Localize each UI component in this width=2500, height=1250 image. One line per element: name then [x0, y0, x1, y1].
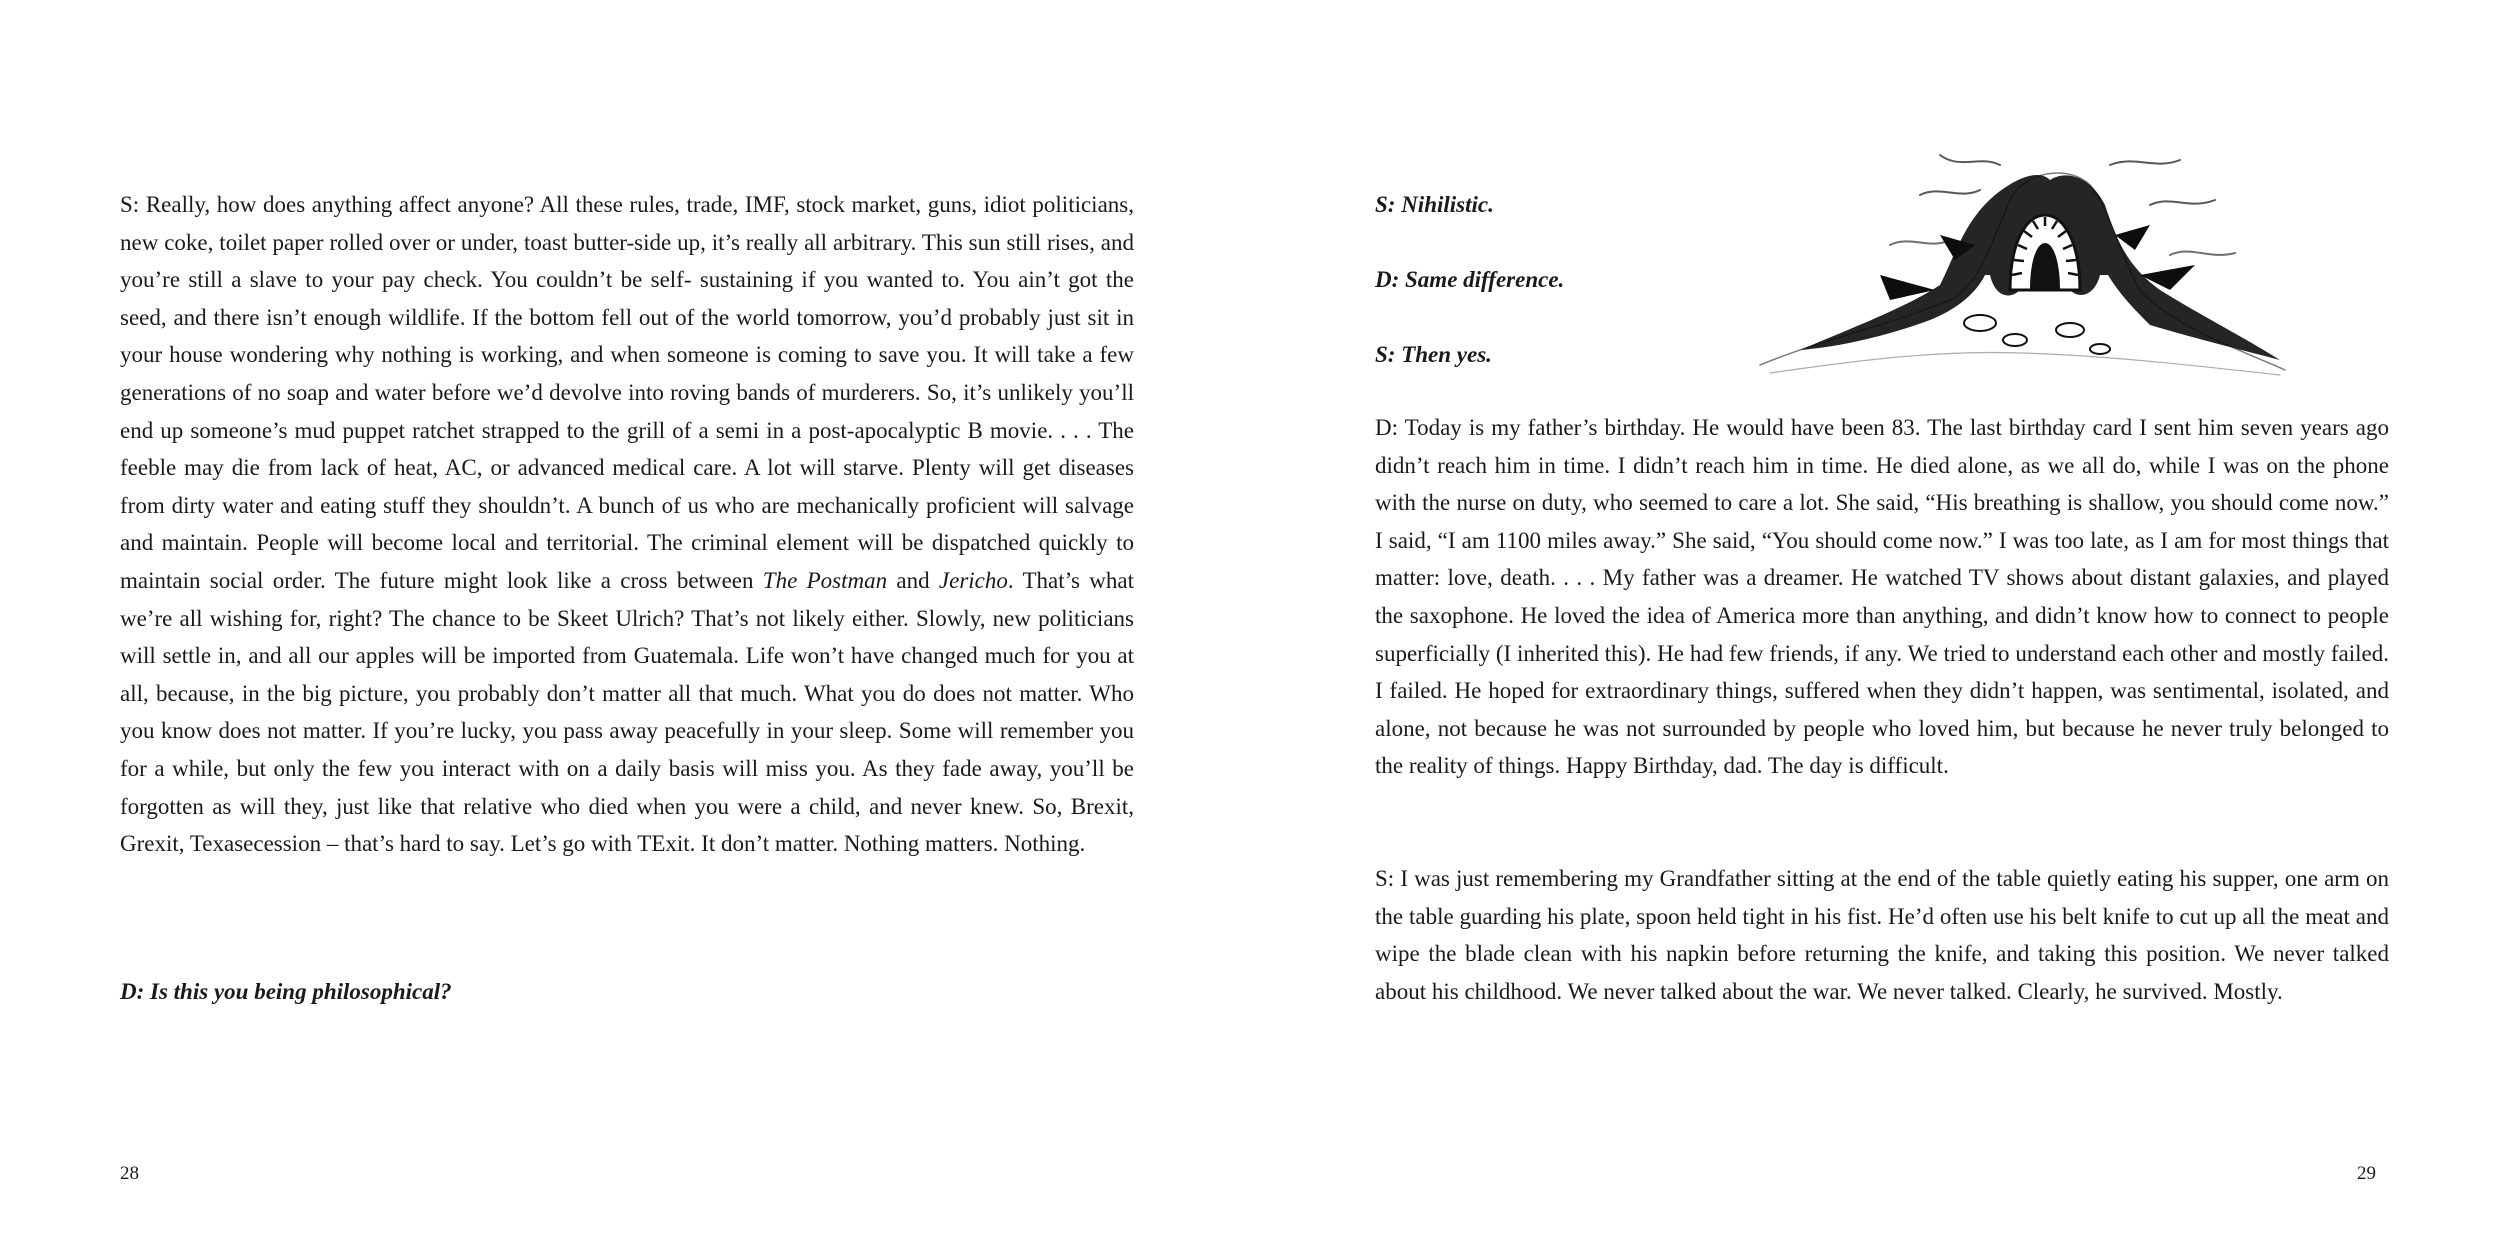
left-paragraph-part1: S: Really, how does anything affect anyone? All these rules, trade, IMF, stock market, guns, idiot politicians, new coke, toilet paper rolled over or under, toast butter-side up, it’s really all arbitrary. This sun still rises, and you’re still a slave to your pay check. You couldn’t be self- sustaining if you wanted to. You ain’t got the seed, and there isn’t enough wildlife. If the bottom fell out of the world tomorrow, you’d probably just sit in your house wondering why nothing is working, and when someone is coming to save you. It will take a few generations of no soap and water before we’d devolve into roving bands of murderers. So, it’s unlikely you’ll end up someone’s mud puppet ratchet strapped to the grill of a semi in a post-apocalyptic B movie. . . . The feeble may die from lack of heat, AC, or advanced medical care. A lot will starve. Plenty will get diseases from dirty water and eating stuff they shouldn’t. A bunch of us who are mechanically proficient will salvage and maintain. People will become local and territorial. The criminal element will be dispatched quickly to maintain social order. The future might look like a cross between — [120, 192, 1134, 593]
left-paragraph-part2: . That’s what we’re all wishing for, right? The chance to be Skeet Ulrich? That’s not likely either. Slowly, new politicians will settle in, and all our apples will be imported from Guatemala. Life won’t have changed much for you at all, because, in the big picture, you probably don’t matter all that much. What you do does not matter. Who you know does not matter. If you’re lucky, you pass away peacefully in your sleep. Some will remember you for a while, but only the few you interact with on a daily basis will miss you. As they fade away, you’ll be forgotten as will they, just like that relative who died when you were a child, and never knew. So, Brexit, Grexit, Texasecession – that’s hard to say. Let’s go with TExit. It don’t matter. Nothing matters. Nothing. — [120, 567, 1134, 857]
right-page — [1250, 0, 2500, 1250]
right-paragraph-d: D: Today is my father’s birthday. He would have been 83. The last birthday card I sent him seven years ago didn’t reach him in time. I didn’t reach him in time. He died alone, as we all do, while I was on the phone with the nurse on duty, who seemed to care a lot. She said, “His breathing is shallow, you should come now.” I said, “I am 1100 miles away.” She said, “You should come now.” I was too late, as I am for most things that matter: love, death. . . . My father was a dreamer. He watched TV shows about distant galaxies, and played the saxophone. He loved the idea of America more than anything, and didn’t know how to connect to people superficially (I inherited this). He had few friends, if any. We tried to understand each other and mostly failed. I failed. He hoped for extraordinary things, suffered when they didn’t happen, was sentimental, isolated, and alone, not because he was not surrounded by people who loved him, but because he never truly belonged to the reality of things. Happy Birthday, dad. The day is difficult. — [1375, 415, 2389, 779]
and-connector: and — [887, 567, 939, 593]
right-paragraph-s: S: I was just remembering my Grandfather sitting at the end of the table quietly eating his supper, one arm on the table guarding his plate, spoon held tight in his fist. He’d often use his belt knife to cut up all the meat and wipe the blade clean with his napkin before returning the knife, and taking this position. We never talked about his childhood. We never talked about the war. We never talked. Clearly, he survived. Mostly. — [1375, 866, 2389, 1004]
dialogue-line-2: D: Same difference. — [1375, 267, 1565, 292]
ink-drawing-illustration — [1740, 125, 2300, 405]
page-number-left: 28 — [120, 1163, 139, 1184]
title-jericho: Jericho — [938, 567, 1008, 593]
question-line: D: Is this you being philosophical? — [120, 979, 452, 1004]
title-the-postman: The Postman — [762, 567, 888, 593]
dialogue-line-3: S: Then yes. — [1375, 342, 1492, 367]
dialogue-line-1: S: Nihilistic. — [1375, 192, 1494, 217]
page-number-right: 29 — [2357, 1163, 2376, 1184]
left-paragraph — [120, 186, 1134, 863]
